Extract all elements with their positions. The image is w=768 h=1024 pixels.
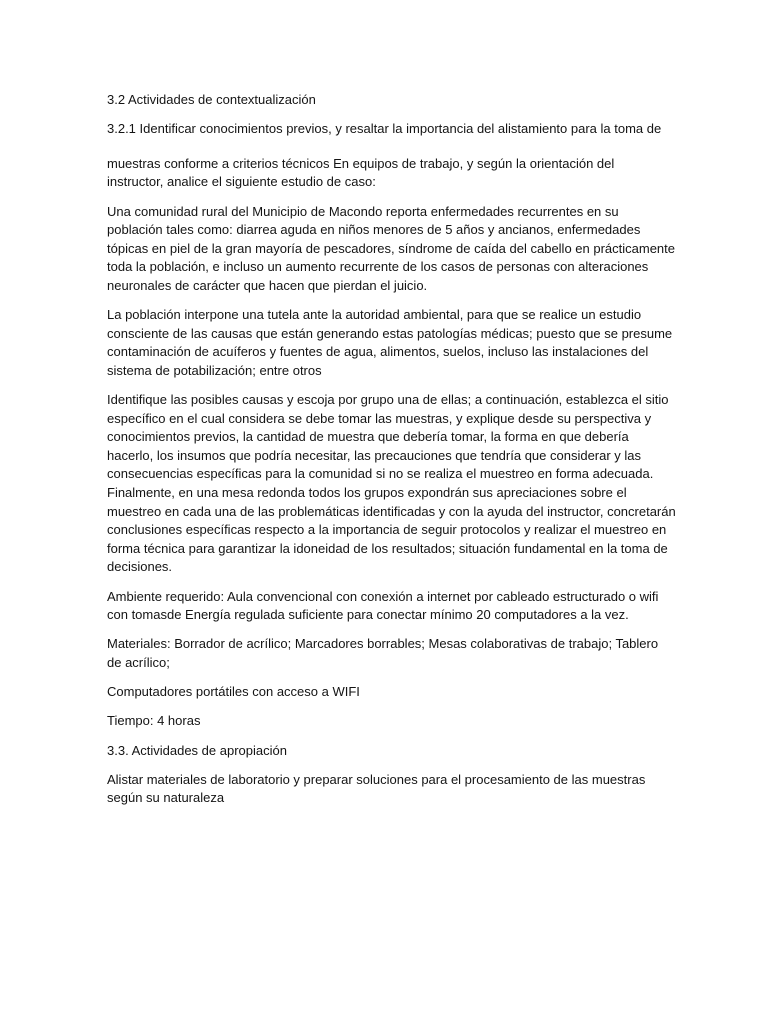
paragraph-materials — [107, 635, 667, 672]
text-line: muestras conforme a criterios técnicos En equipos de trabajo, y según la orientación del — [107, 155, 615, 171]
text-line: según su naturaleza — [107, 790, 225, 806]
text-line: instructor, analice el siguiente estudio de caso: — [107, 174, 376, 190]
text-line: consciente de las causas que están generando estas patologías médicas; puesto que se presume — [107, 325, 673, 341]
text-line: población tales como: diarrea aguda en niños menores de 5 años y ancianos, enfermedades — [107, 222, 641, 238]
paragraph-intro — [107, 155, 667, 192]
text-line: conocimientos previos, la cantidad de muestra que debería tomar, la forma en que debería — [107, 429, 629, 445]
text-line: de acrílico; — [107, 655, 170, 670]
text-line: conclusiones específicas respecto a la importancia de seguir protocolos y realizar el muestreo en — [107, 522, 667, 538]
paragraph-case-tutela — [107, 306, 673, 380]
text-line: Materiales: Borrador de acrílico; Marcadores borrables; Mesas colaborativas de trabajo; Tablero — [107, 636, 659, 652]
paragraph-case-description — [107, 203, 676, 296]
text-line: Finalmente, en una mesa redonda todos los grupos expondrán sus apreciaciones sobre el — [107, 485, 627, 501]
paragraph-time — [107, 712, 667, 731]
text-line: 3.3. Actividades de apropiación — [107, 742, 287, 758]
paragraph-instructions — [107, 391, 676, 577]
text-line: contaminación de acuíferos y fuentes de agua, alimentos, suelos, incluso las instalaciones del — [107, 344, 649, 360]
text-line: Computadores portátiles con acceso a WIFI — [107, 684, 360, 700]
text-line: Alistar materiales de laboratorio y preparar soluciones para el procesamiento de las muestras — [107, 771, 646, 787]
paragraph-environment — [107, 588, 667, 625]
text-line: 3.2 Actividades de contextualización — [107, 92, 316, 107]
section-heading-3-2 — [107, 91, 667, 110]
text-line: consecuencias específicas para la comunidad si no se realiza el muestreo en forma adecuada. — [107, 466, 654, 482]
text-line: neuronales de carácter que hacen que pierdan el juicio. — [107, 277, 428, 293]
text-line: sistema de potabilización; entre otros — [107, 362, 322, 378]
document-body — [107, 91, 676, 819]
text-line: Una comunidad rural del Municipio de Macondo reporta enfermedades recurrentes en su — [107, 203, 619, 219]
text-line: toda la población, e incluso un aumento recurrente de los casos de personas con alteraciones — [107, 259, 649, 275]
section-heading-3-2-1 — [107, 120, 667, 139]
text-line: decisiones. — [107, 559, 173, 575]
text-line: tópicas en piel de la gran mayoría de pescadores, síndrome de caída del cabello en prácticamente — [107, 240, 676, 256]
text-line: La población interpone una tutela ante la autoridad ambiental, para que se realice un estudio — [107, 307, 642, 323]
text-line: hacerlo, los insumos que podría necesitar, las precauciones que tendría que considerar y las — [107, 447, 642, 463]
text-line: forma técnica para garantizar la idoneidad de los resultados; situación fundamental en la toma de — [107, 540, 668, 556]
paragraph-appropriation — [107, 771, 667, 808]
text-line: Identifique las posibles causas y escoja por grupo una de ellas; a continuación, establezca el sitio — [107, 392, 669, 408]
text-line: Tiempo: 4 horas — [107, 713, 201, 729]
text-line: 3.2.1 Identificar conocimientos previos, y resaltar la importancia del alistamiento para la toma de — [107, 121, 662, 137]
section-heading-3-3 — [107, 742, 667, 761]
text-line: específico en el cual considera se debe tomar las muestras, y explique desde su perspectiva y — [107, 410, 652, 426]
paragraph-computers — [107, 683, 667, 702]
text-line: muestreo en cada una de las problemáticas identificadas y con la ayuda del instructor, concretarán — [107, 503, 676, 519]
text-line: con tomasde Energía regulada suficiente para conectar mínimo 20 computadores a la vez. — [107, 607, 629, 623]
text-line: Ambiente requerido: Aula convencional con conexión a internet por cableado estructurado o wifi — [107, 588, 659, 604]
